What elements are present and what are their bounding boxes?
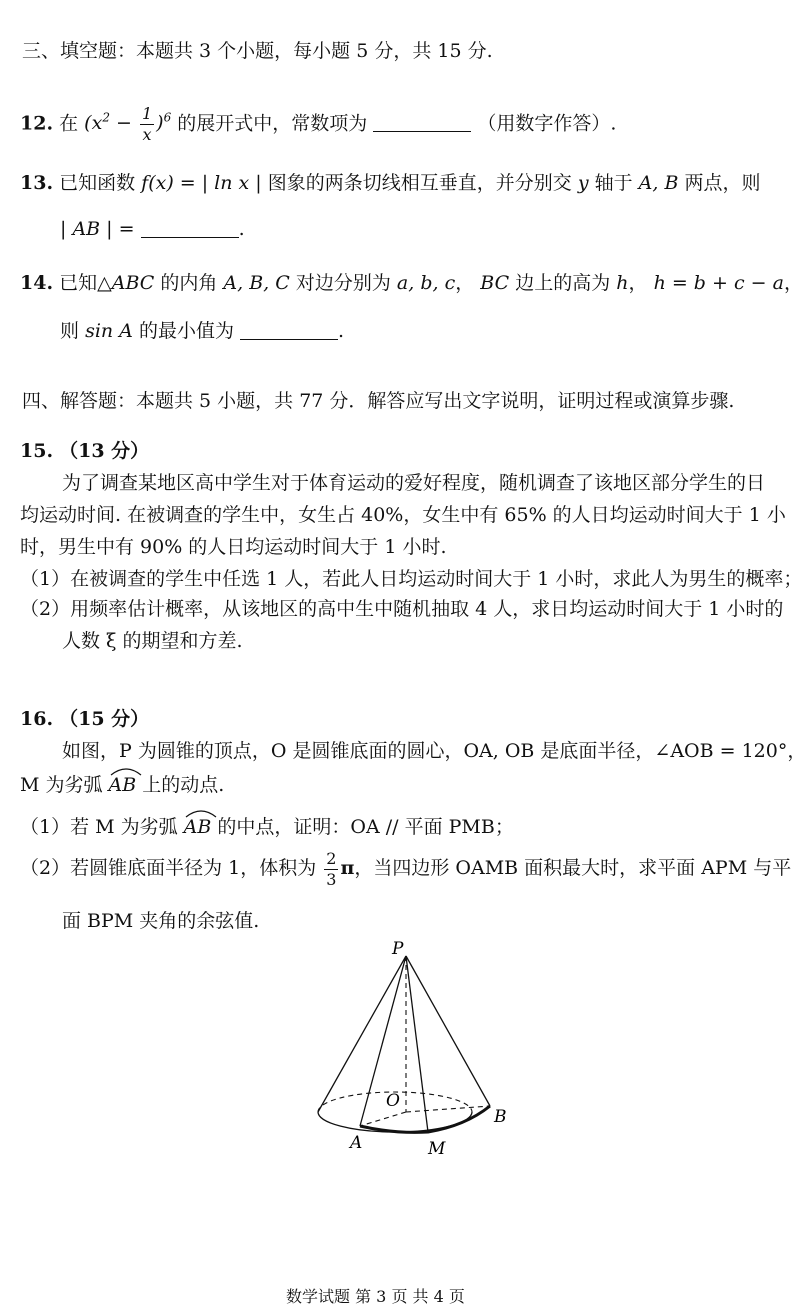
generatrix-right [406, 956, 490, 1106]
arc-mark-icon [109, 766, 143, 776]
answer-blank[interactable] [373, 113, 471, 132]
section-heading-solutions: 四、解答题：本题共 5 小题，共 77 分．解答应写出文字说明，证明过程或演算步骤. [22, 390, 735, 412]
question-13-line2: | AB | = . [60, 218, 245, 240]
answer-blank[interactable] [141, 219, 239, 238]
label-b: B [494, 1107, 507, 1127]
label-o: O [386, 1091, 400, 1111]
question-number: 16. [20, 708, 54, 730]
q15-subquestion-1: （1）在被调查的学生中任选 1 人，若此人日均运动时间大于 1 小时，求此人为男生的概率； [20, 568, 803, 590]
arc-ab: AB [109, 774, 137, 796]
question-number: 14. [20, 272, 54, 294]
label-a: A [350, 1133, 363, 1153]
q15-subquestion-2-cont: 人数 ξ 的期望和方差. [62, 630, 243, 652]
fraction: $\frac{1}{x}$ [141, 103, 153, 144]
arc-ab: AB [184, 816, 212, 838]
question-score: （15 分） [59, 708, 150, 730]
label-m: M [428, 1139, 446, 1159]
q15-paragraph-line1: 为了调查某地区高中学生对于体育运动的爱好程度，随机调查了该地区部分学生的日 [62, 472, 766, 494]
generatrix-left [318, 956, 406, 1112]
question-15-header [20, 436, 149, 463]
question-14-line2: 则 sin A 的最小值为 . [60, 320, 345, 342]
q16-subquestion-2-cont: 面 BPM 夹角的余弦值. [62, 910, 260, 932]
q15-subquestion-2: （2）用频率估计概率，从该地区的高中生中随机抽取 4 人，求日均运动时间大于 1 小时的 [20, 598, 784, 620]
fraction: $\frac{2}{3}$ [326, 848, 337, 889]
q16-subquestion-1: （1）若 M 为劣弧 AB 的中点，证明：OA // 平面 PMB； [20, 812, 514, 839]
q16-subquestion-2: （2）若圆锥底面半径为 1，体积为 $\frac{2}{3}$ π，当四边形 OAMB 面积最大时，求平面 APM 与平 [20, 848, 792, 889]
math-expression: ($x^2$ − $\frac{1}{x}$ )$^6$ [84, 103, 172, 144]
label-p: P [392, 939, 404, 959]
question-13: 13. 已知函数 f(x) = | ln x | 图象的两条切线相互垂直，并分别交 y 轴于 A, B 两点，则 [20, 172, 761, 194]
section-heading-fill-in: 三、填空题：本题共 3 个小题，每小题 5 分，共 15 分. [22, 40, 493, 62]
q15-paragraph-line2: 均运动时间. 在被调查的学生中，女生占 40%，女生中有 65% 的人日均运动时间大于 1 小 [20, 504, 786, 526]
question-number: 13. [20, 172, 54, 194]
segment-oa [360, 1112, 406, 1126]
q16-paragraph-line1: 如图，P 为圆锥的顶点，O 是圆锥底面的圆心，OA, OB 是底面半径，∠AOB = 120°， [62, 740, 806, 762]
arc-mark-icon [184, 808, 218, 818]
page-footer: 数学试题 第 3 页 共 4 页 [286, 1287, 465, 1306]
segment-pm [406, 956, 428, 1132]
question-number: 15. [20, 440, 54, 462]
q16-paragraph-line2: M 为劣弧 AB 上的动点. [20, 770, 224, 797]
question-16-header [20, 704, 149, 731]
q15-paragraph-line3: 时，男生中有 90% 的人日均运动时间大于 1 小时. [20, 536, 447, 558]
question-number: 12. [20, 112, 54, 135]
answer-blank[interactable] [240, 321, 338, 340]
segment-ob [406, 1106, 490, 1112]
cone-figure [300, 940, 530, 1170]
question-12: 12. 在 ($x^2$ − $\frac{1}{x}$ )$^6$ 的展开式中，常数项为 （用数字作答）. [20, 103, 617, 144]
question-score: （13 分） [59, 440, 150, 462]
question-14: 14. 已知△ABC 的内角 A, B, C 对边分别为 a, b, c， BC 边上的高为 h， h = b + c − a， [20, 272, 803, 294]
